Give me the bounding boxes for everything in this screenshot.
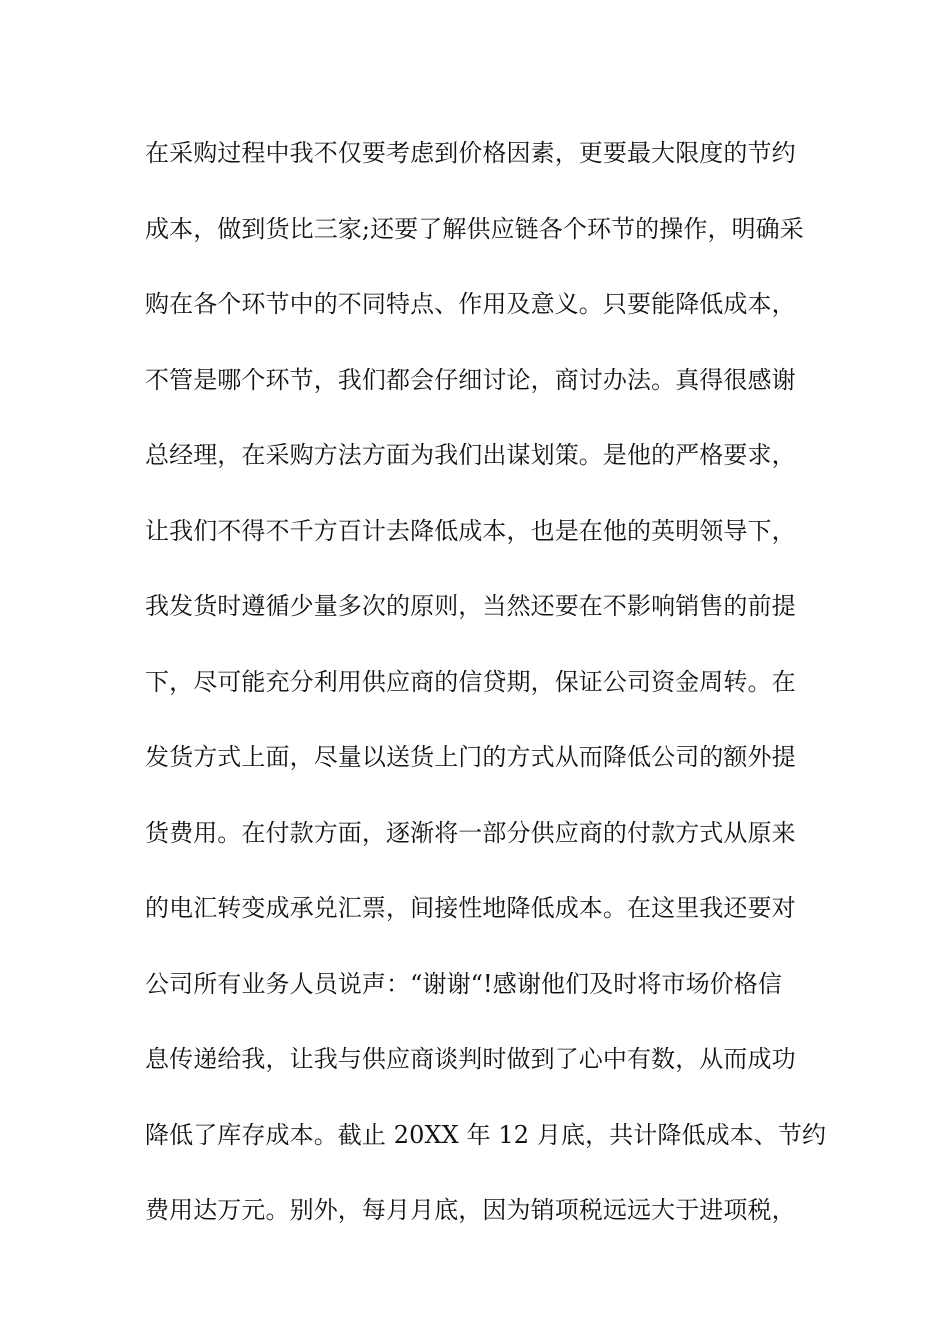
text-line: 货费用。在付款方面，逐渐将一部分供应商的付款方式从原来 bbox=[145, 818, 796, 847]
text-line: 在采购过程中我不仅要考虑到价格因素，更要最大限度的节约 bbox=[145, 139, 796, 167]
body-paragraph bbox=[145, 131, 825, 1264]
text-line: 息传递给我，让我与供应商谈判时做到了心中有数，从而成功 bbox=[145, 1045, 796, 1073]
text-line: 下，尽可能充分利用供应商的信贷期，保证公司资金周转。在 bbox=[145, 667, 796, 696]
text-line: 降低了库存成本。截止 20XX 年 12 月底，共计降低成本、节约 bbox=[145, 1120, 827, 1149]
text-line: 购在各个环节中的不同特点、作用及意义。只要能降低成本， bbox=[145, 290, 796, 318]
text-line: 的电汇转变成承兑汇票，间接性地降低成本。在这里我还要对 bbox=[145, 894, 796, 922]
text-line: 让我们不得不千方百计去降低成本，也是在他的英明领导下， bbox=[145, 516, 796, 545]
text-line: 发货方式上面，尽量以送货上门的方式从而降低公司的额外提 bbox=[145, 743, 796, 771]
text-line: 总经理，在采购方法方面为我们出谋划策。是他的严格要求， bbox=[145, 441, 796, 469]
text-line: 成本，做到货比三家;还要了解供应链各个环节的操作，明确采 bbox=[145, 214, 804, 243]
text-line: 费用达万元。别外，每月月底，因为销项税远远大于进项税， bbox=[145, 1196, 796, 1224]
text-line: 不管是哪个环节，我们都会仔细讨论，商讨办法。真得很感谢 bbox=[145, 365, 796, 394]
text-line: 我发货时遵循少量多次的原则，当然还要在不影响销售的前提 bbox=[145, 592, 796, 620]
text-line: 公司所有业务人员说声：“谢谢“!感谢他们及时将市场价格信 bbox=[145, 969, 782, 998]
